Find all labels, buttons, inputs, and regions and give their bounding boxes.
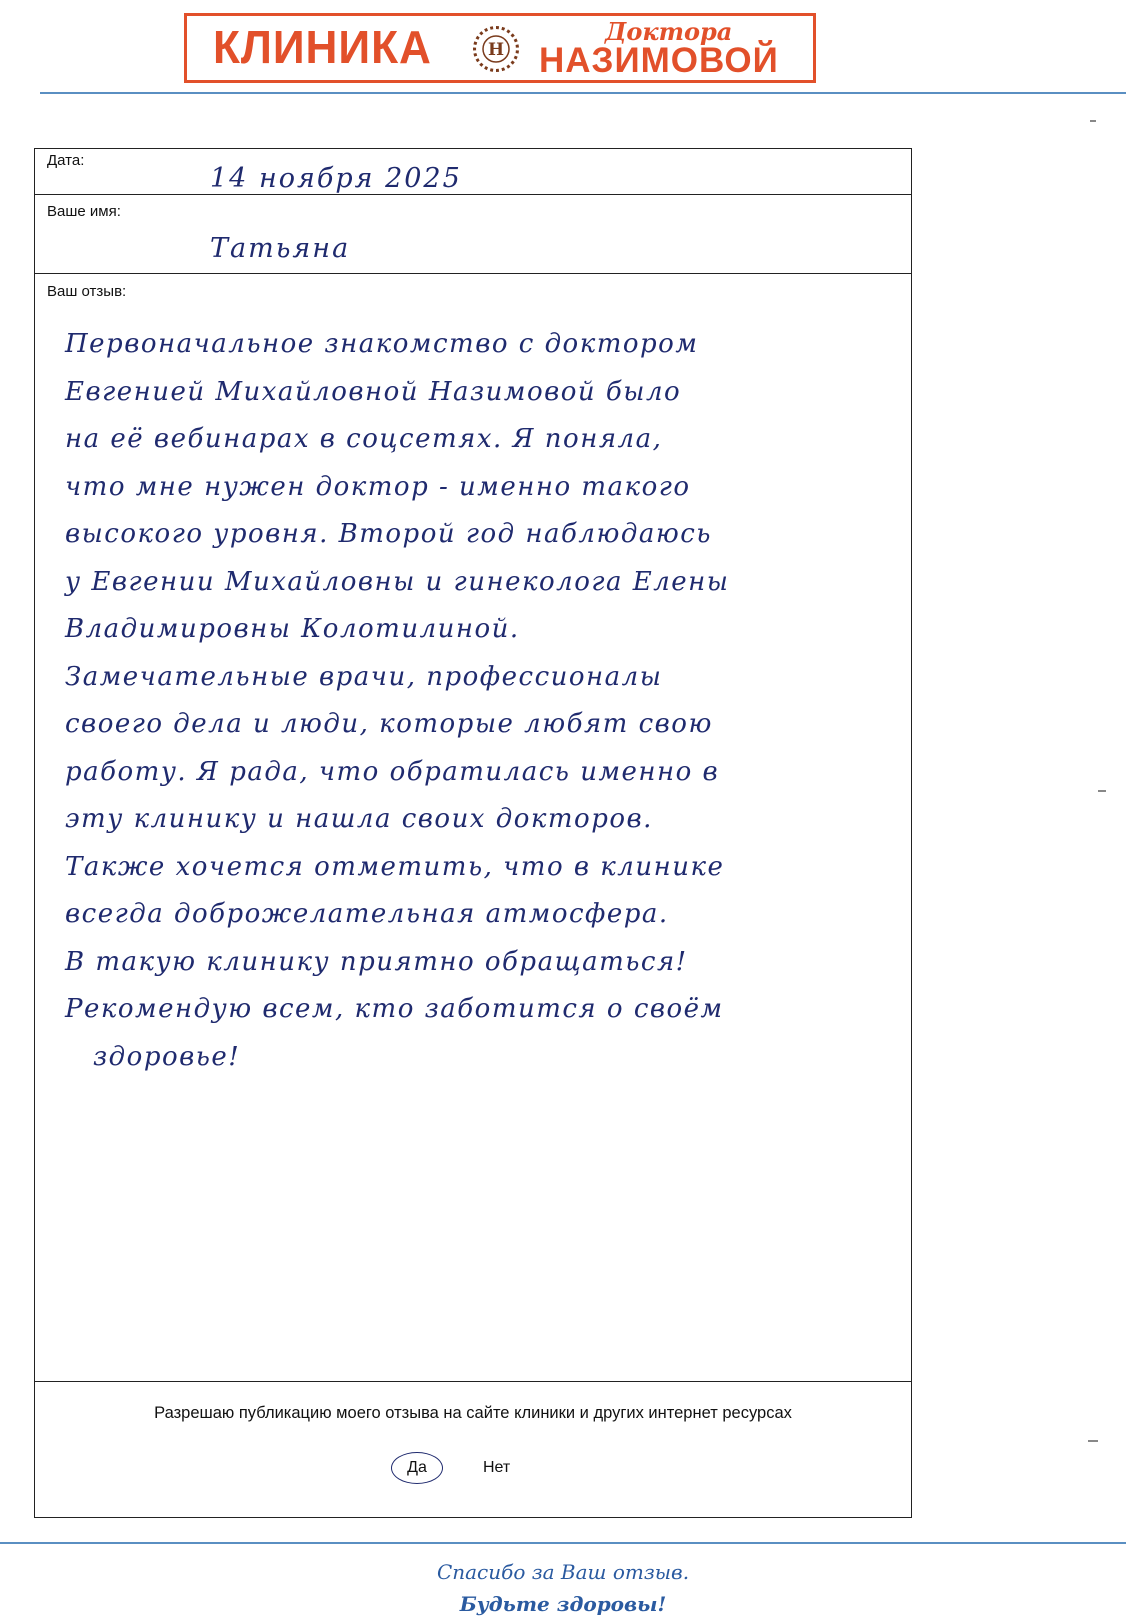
name-label: Ваше имя: [47, 203, 121, 220]
row-divider [35, 1381, 911, 1382]
review-form [34, 148, 912, 1518]
review-line: здоровье! [93, 1041, 241, 1072]
review-line: Евгенией Михайловной Назимовой было [65, 376, 682, 407]
logo-seal-icon [473, 26, 519, 72]
logo-text-surname: НАЗИМОВОЙ [539, 41, 779, 80]
scan-mark [1090, 120, 1096, 122]
review-line: Также хочется отметить, что в клинике [65, 851, 725, 882]
svg-text:Н: Н [487, 40, 505, 60]
clinic-logo [184, 13, 816, 83]
row-divider [35, 273, 911, 274]
date-value: 14 ноября 2025 [210, 163, 462, 194]
review-line: эту клинику и нашла своих докторов. [65, 804, 653, 834]
review-line: что мне нужен доктор - именно такого [65, 471, 691, 502]
review-line: Замечательные врачи, профессионалы [65, 661, 663, 692]
consent-no-option[interactable]: Нет [483, 1459, 511, 1476]
review-line: всегда доброжелательная атмосфера. [65, 899, 669, 929]
review-line: работу. Я рада, что обратилась именно в [65, 756, 720, 787]
scan-mark [1088, 1440, 1098, 1442]
review-line: В такую клинику приятно обращаться! [65, 946, 688, 977]
review-line: высокого уровня. Второй год наблюдаюсь [65, 519, 712, 549]
footer-divider [0, 1542, 1126, 1544]
date-label: Дата: [47, 152, 85, 169]
footer-thanks: Спасибо за Ваш отзыв. [436, 1560, 690, 1584]
footer-wish: Будьте здоровы! [459, 1592, 667, 1616]
review-line: на её вебинарах в соцсетях. Я поняла, [65, 424, 663, 454]
review-line: Владимировны Колотилиной. [65, 614, 520, 644]
review-line: у Евгении Михайловны и гинеколога Елены [65, 566, 730, 597]
row-divider [35, 194, 911, 195]
review-text [65, 321, 895, 1081]
review-line: Первоначальное знакомство с доктором [65, 329, 699, 359]
review-line: своего дела и люди, которые любят свою [65, 709, 713, 739]
scan-mark [1098, 790, 1106, 792]
consent-yes-option[interactable] [391, 1452, 443, 1484]
consent-yes-label: Да [407, 1459, 427, 1476]
logo-text-doctor: Доктора [605, 17, 733, 46]
review-line: Рекомендую всем, кто заботится о своём [65, 994, 724, 1024]
logo-text-clinic: КЛИНИКА [213, 21, 432, 73]
publication-consent-text: Разрешаю публикацию моего отзыва на сайте клиники и других интернет ресурсах [154, 1404, 792, 1422]
name-value: Татьяна [210, 233, 351, 264]
header-divider [40, 92, 1126, 94]
review-label: Ваш отзыв: [47, 283, 127, 300]
